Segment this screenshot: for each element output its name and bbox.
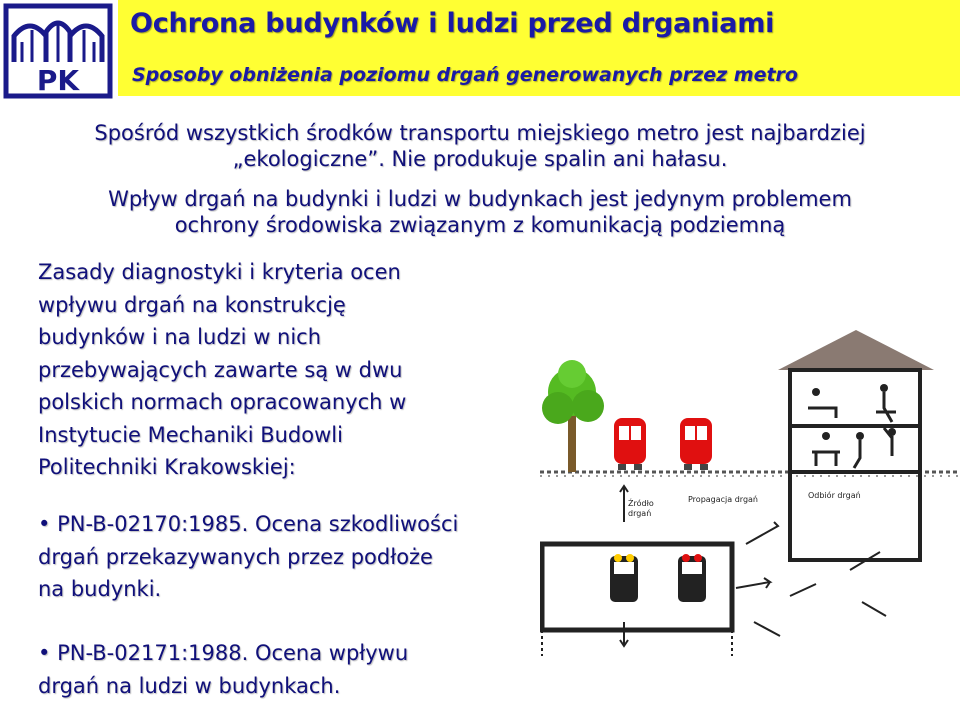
label-receiver: Odbiór drgań (808, 491, 861, 500)
label-propagation: Propagacja drgań (688, 495, 758, 504)
bullet-marker: • (38, 512, 51, 536)
header-banner (118, 0, 960, 96)
body-line: wpływu drgań na konstrukcję (38, 292, 346, 317)
body-line: polskich normach opracowanych w (38, 390, 407, 414)
label-source-2: drgań (628, 509, 652, 518)
pk-logo (2, 2, 114, 100)
intro-paragraph-1 (30, 120, 930, 172)
norm-line: na budynki. (38, 577, 162, 601)
intro-line: „ekologiczne”. Nie produkuje spalin ani hałasu. (232, 147, 728, 171)
metro-train-icon (678, 554, 706, 602)
tram-icon (614, 418, 646, 470)
body-line: Politechniki Krakowskiej: (38, 455, 296, 479)
body-line: przebywających zawarte są w dwu (38, 357, 403, 382)
norm-line: PN-B-02171:1988. Ocena wpływu (57, 641, 409, 665)
vibration-illustration (540, 326, 960, 698)
norm-line: drgań przekazywanych przez podłoże (38, 544, 433, 569)
norm-line: PN-B-02170:1985. Ocena szkodliwości (57, 512, 459, 536)
logo-text: PK (36, 64, 80, 97)
page-title: Ochrona budynków i ludzi przed drganiami (130, 8, 775, 39)
body-line: Zasady diagnostyki i kryteria ocen (38, 260, 401, 284)
tram-icon (680, 418, 712, 470)
intro-line: Spośród wszystkich środków transportu miejskiego metro jest najbardziej (94, 121, 866, 145)
body-line: budynków i na ludzi w nich (38, 325, 322, 349)
metro-train-icon (610, 554, 638, 602)
intro-line: Wpływ drgań na budynki i ludzi w budynkach jest jedynym problemem (108, 187, 852, 211)
norm-item-pn-b-02171 (38, 637, 528, 702)
vibration-arrows (620, 486, 886, 646)
page-subtitle: Sposoby obniżenia poziomu drgań generowanych przez metro (132, 64, 798, 86)
body-paragraph (38, 256, 518, 484)
house-icon (778, 330, 934, 560)
intro-paragraph-2 (30, 186, 930, 238)
body-line: Instytucie Mechaniki Budowli (38, 422, 343, 447)
norm-item-pn-b-02170 (38, 508, 528, 606)
norm-line: drgań na ludzi w budynkach. (38, 673, 341, 698)
tree-icon (542, 360, 604, 472)
bullet-marker: • (38, 641, 51, 665)
label-source: Źródło (628, 499, 654, 508)
intro-line: ochrony środowiska związanym z komunikacją podziemną (174, 213, 786, 237)
